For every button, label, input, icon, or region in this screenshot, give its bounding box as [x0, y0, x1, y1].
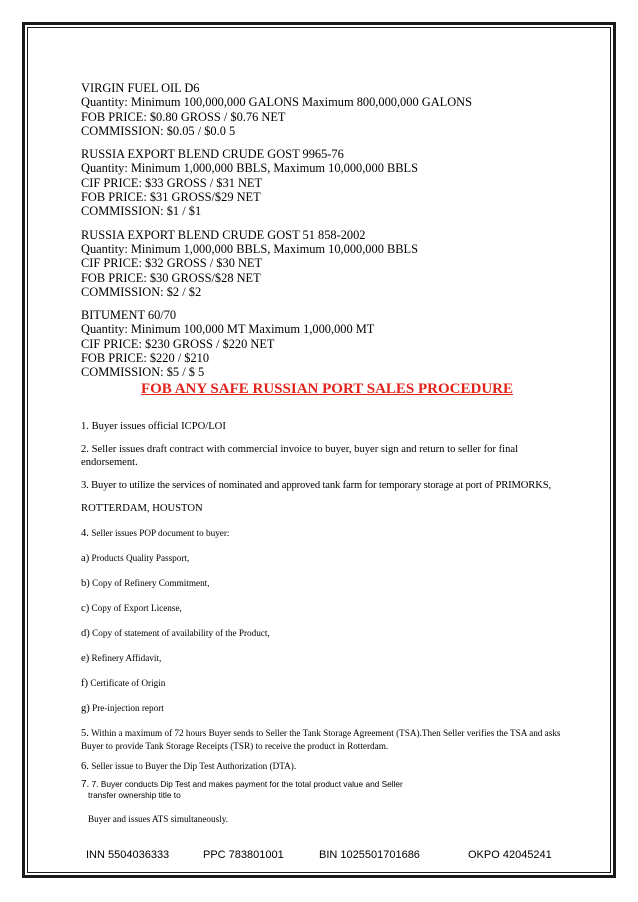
- footer-okpo: OKPO 42045241: [468, 849, 552, 861]
- procedure-step-1: 1. Buyer issues official ICPO/LOI: [81, 420, 226, 432]
- doc-text: Copy of Export License,: [91, 602, 182, 613]
- product-name: VIRGIN FUEL OIL D6: [81, 81, 200, 95]
- document-body: [81, 81, 561, 825]
- product-block-gost-9965: [81, 147, 561, 218]
- procedure-step-2: 2. Seller issues draft contract with commercial invoice to buyer, buyer sign and return to seller for final endorsement.: [81, 443, 519, 468]
- product-fob-price: FOB PRICE: $30 GROSS/$28 NET: [81, 270, 261, 285]
- doc-letter: d): [81, 627, 90, 639]
- step-text: Seller issue to Buyer the Dip Test Authorization (DTA).: [91, 760, 297, 771]
- product-fob-price: FOB PRICE: $0.80 GROSS / $0.76 NET: [81, 109, 286, 124]
- product-block-gost-51858: [81, 228, 561, 299]
- step-number: 4.: [81, 527, 89, 539]
- step-number: 7.: [81, 778, 90, 790]
- step-text: Within a maximum of 72 hours Buyer sends to Seller the Tank Storage Agreement (TSA).Then Seller verifies the TSA and asks Buyer to provide Tank Storage Receipts (TSR) to receive the product in Rotterdam.: [81, 727, 561, 751]
- procedure-step-7-ats: Buyer and issues ATS simultaneously.: [88, 813, 229, 824]
- step-text: 7. Buyer conducts Dip Test and makes payment for the total product value and Seller: [91, 778, 403, 789]
- step-text-continued: transfer ownership title to: [88, 789, 181, 800]
- doc-item-g: [81, 702, 561, 715]
- product-name: RUSSIA EXPORT BLEND CRUDE GOST 51 858-2002: [81, 227, 366, 242]
- doc-text: Refinery Affidavit,: [91, 652, 162, 663]
- product-commission: COMMISSION: $5 / $ 5: [81, 365, 205, 380]
- doc-text: Pre-injection report: [92, 702, 164, 713]
- product-block-fuel-oil: [81, 81, 561, 138]
- product-commission: COMMISSION: $0.05 / $0.0 5: [81, 123, 236, 138]
- product-name: BITUMENT 60/70: [81, 308, 177, 323]
- doc-item-d: [81, 627, 561, 640]
- doc-letter: f): [81, 677, 89, 689]
- step-text: Seller issues POP document to buyer:: [91, 527, 230, 538]
- procedure-step-5: [81, 727, 561, 752]
- product-quantity: Quantity: Minimum 100,000 MT Maximum 1,000,000 MT: [81, 322, 375, 337]
- procedure-step-6: [81, 760, 561, 773]
- procedure-step-3: 3. Buyer to utilize the services of nominated and approved tank farm for temporary storage at port of PRIMORKS,: [81, 479, 551, 491]
- product-fob-price: FOB PRICE: $31 GROSS/$29 NET: [81, 190, 261, 205]
- step-number: 6.: [81, 760, 89, 772]
- doc-text: Certificate of Origin: [90, 677, 166, 688]
- doc-item-f: [81, 677, 561, 690]
- procedure-title: FOB ANY SAFE RUSSIAN PORT SALES PROCEDURE: [140, 380, 514, 397]
- product-quantity: Quantity: Minimum 100,000,000 GALONS Maximum 800,000,000 GALONS: [81, 95, 472, 110]
- procedure-step-7: [81, 779, 561, 801]
- product-commission: COMMISSION: $1 / $1: [81, 204, 202, 219]
- product-cif-price: CIF PRICE: $32 GROSS / $30 NET: [81, 256, 263, 271]
- product-cif-price: CIF PRICE: $33 GROSS / $31 NET: [81, 175, 263, 190]
- doc-letter: b): [81, 577, 90, 589]
- step-number: 5.: [81, 727, 89, 739]
- doc-letter: a): [81, 552, 90, 564]
- doc-text: Products Quality Passport,: [91, 552, 190, 563]
- procedure-step-3-continued: ROTTERDAM, HOUSTON: [81, 502, 203, 514]
- product-cif-price: CIF PRICE: $230 GROSS / $220 NET: [81, 336, 275, 351]
- company-registration-footer: [86, 849, 586, 863]
- footer-bin: BIN 1025501701686: [319, 849, 420, 861]
- doc-text: Copy of Refinery Commitment,: [92, 577, 210, 588]
- doc-letter: e): [81, 652, 90, 664]
- product-commission: COMMISSION: $2 / $2: [81, 284, 202, 299]
- product-fob-price: FOB PRICE: $220 / $210: [81, 351, 210, 366]
- doc-item-c: [81, 602, 561, 615]
- footer-inn: INN 5504036333: [86, 849, 170, 861]
- doc-item-b: [81, 577, 561, 590]
- doc-item-e: [81, 652, 561, 665]
- product-quantity: Quantity: Minimum 1,000,000 BBLS, Maximum 10,000,000 BBLS: [81, 161, 418, 176]
- doc-text: Copy of statement of availability of the Product,: [92, 627, 270, 638]
- doc-item-a: [81, 552, 561, 565]
- footer-ppc: PPC 783801001: [203, 849, 284, 861]
- doc-letter: c): [81, 602, 90, 614]
- product-block-bitument: [81, 308, 561, 379]
- doc-letter: g): [81, 702, 90, 714]
- product-quantity: Quantity: Minimum 1,000,000 BBLS, Maximum 10,000,000 BBLS: [81, 241, 418, 256]
- procedure-step-4: [81, 527, 561, 540]
- product-name: RUSSIA EXPORT BLEND CRUDE GOST 9965-76: [81, 147, 344, 162]
